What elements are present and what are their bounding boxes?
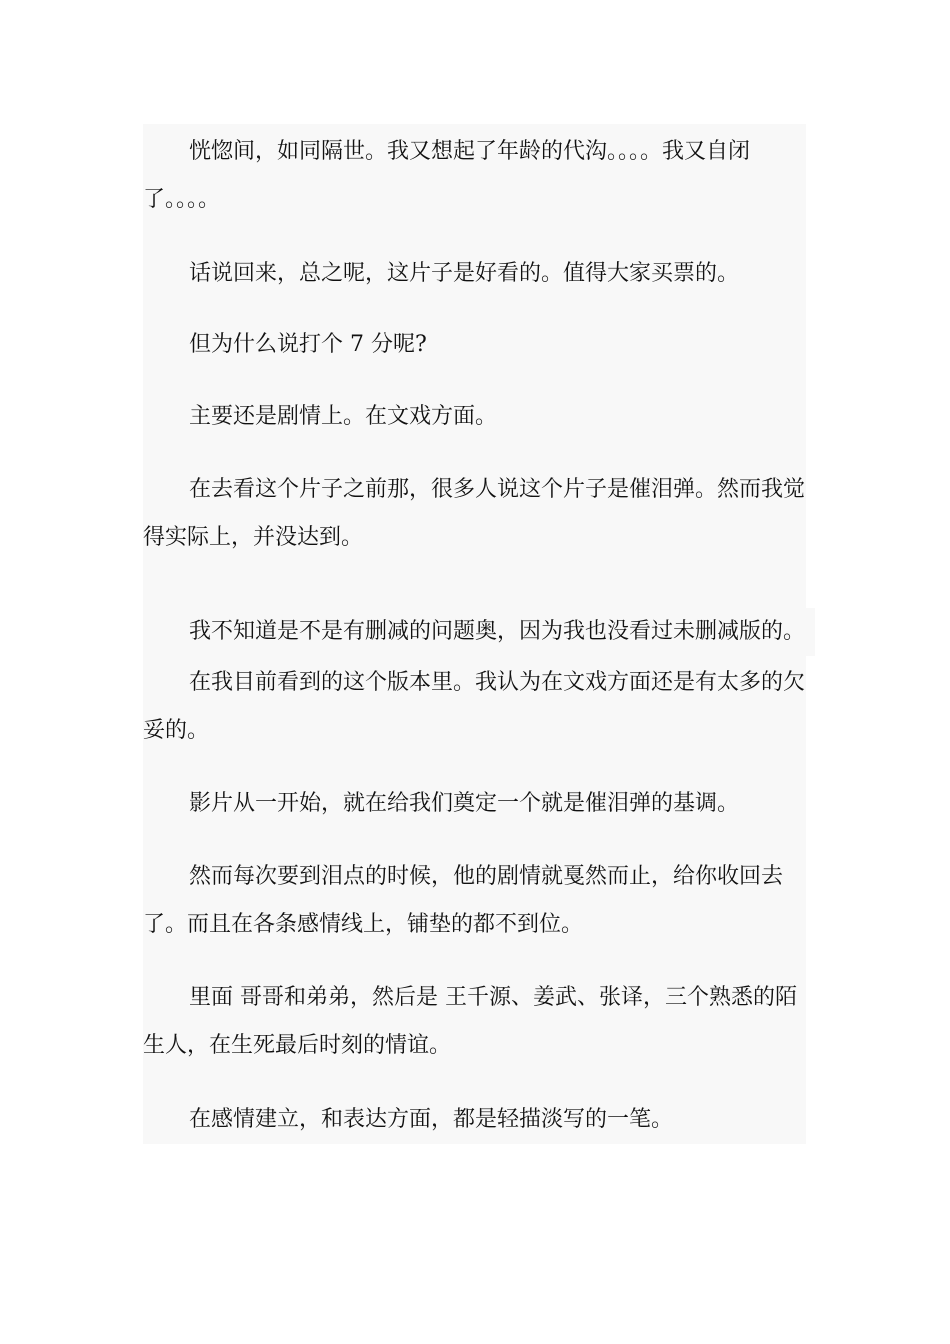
paragraph-2 [143, 250, 806, 298]
paragraph-11 [143, 1096, 806, 1144]
paragraph-2-text: 话说回来，总之呢，这片子是好看的。值得大家买票的。 [189, 261, 740, 286]
paragraph-4-text: 主要还是剧情上。在文戏方面。 [189, 404, 498, 429]
paragraph-10 [143, 974, 806, 1070]
paragraph-7-text: 在我目前看到的这个版本里。我认为在文戏方面还是有太多的欠妥的。 [143, 670, 806, 743]
paragraph-3 [143, 321, 806, 369]
paragraph-4 [143, 393, 806, 441]
paragraph-9 [143, 853, 806, 949]
paragraph-6-text: 我不知道是不是有删减的问题奥，因为我也没看过未删减版的。 [189, 619, 806, 644]
paragraph-9-text: 然而每次要到泪点的时候，他的剧情就戛然而止，给你收回去了。而且在各条感情线上，铺垫的都不到位。 [143, 864, 784, 937]
paragraph-10-text: 里面 哥哥和弟弟，然后是 王千源、姜武、张译，三个熟悉的陌生人，在生死最后时刻的情谊。 [143, 985, 797, 1058]
paragraph-8 [143, 780, 806, 828]
paragraph-3-text: 但为什么说打个 7 分呢? [189, 332, 427, 357]
paragraph-11-text: 在感情建立，和表达方面，都是轻描淡写的一笔。 [189, 1107, 674, 1132]
paragraph-5-text: 在去看这个片子之前那，很多人说这个片子是催泪弹。然而我觉得实际上，并没达到。 [143, 477, 806, 550]
paragraph-7 [143, 659, 806, 755]
paragraph-1-text: 恍惚间，如同隔世。我又想起了年龄的代沟。。。。我又自闭了。。。。 [143, 139, 751, 212]
document-text-block [143, 124, 806, 1144]
paragraph-5 [143, 466, 806, 562]
paragraph-8-text: 影片从一开始，就在给我们奠定一个就是催泪弹的基调。 [189, 791, 740, 816]
paragraph-6 [143, 608, 815, 656]
paragraph-1 [143, 128, 806, 224]
